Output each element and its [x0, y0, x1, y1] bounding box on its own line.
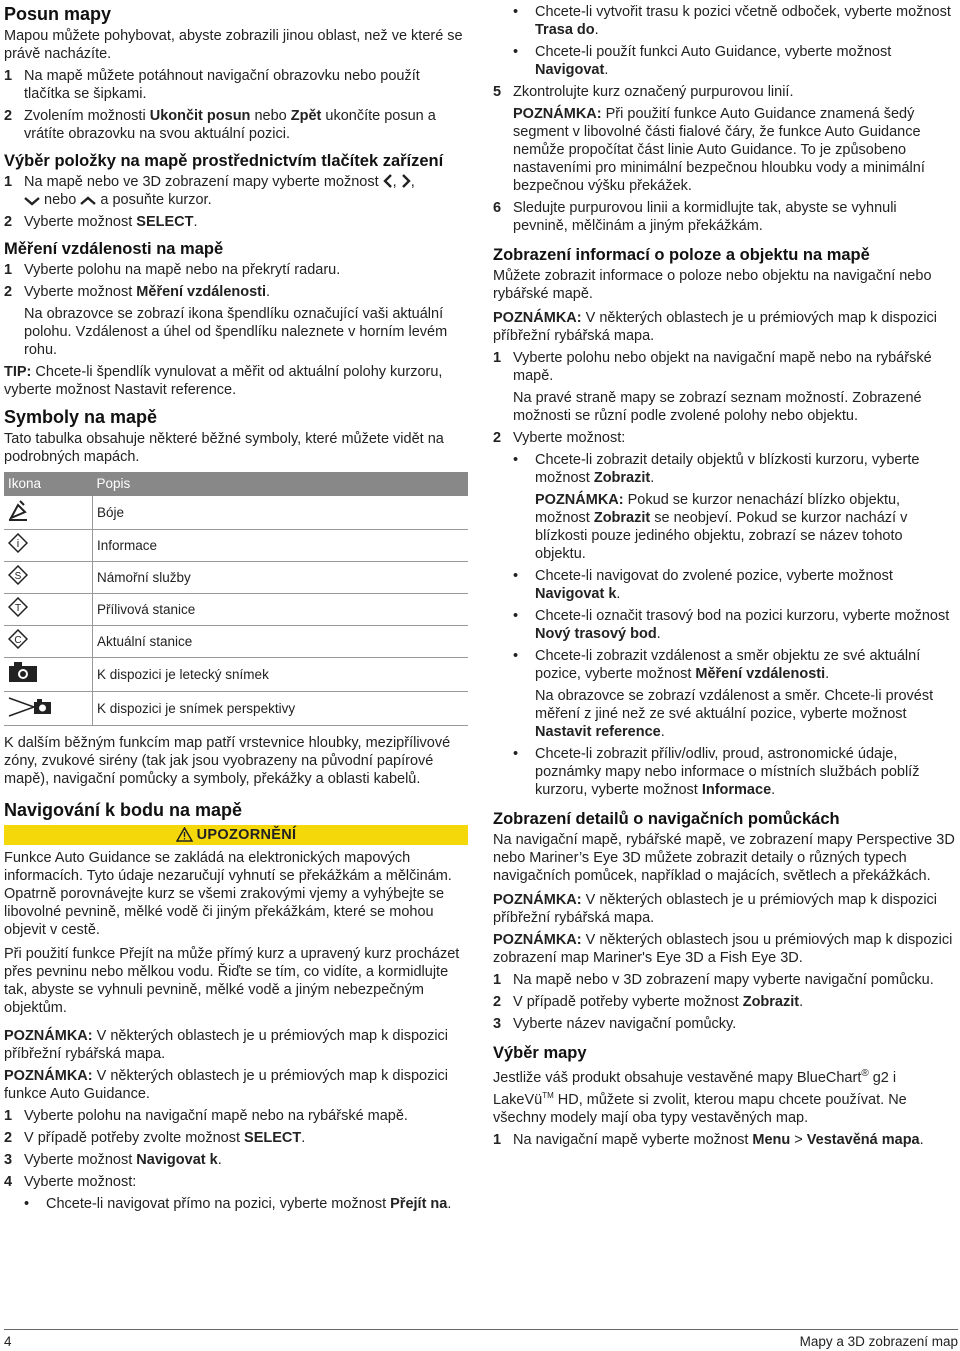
right-column: [493, 0, 955, 1153]
warning-banner: UPOZORNĚNÍ: [4, 825, 468, 845]
note: POZNÁMKA: V některých oblastech jsou u prémiových map k dispozici zobrazení map Mariner's Eye 3D a Fish Eye 3D.: [493, 932, 953, 966]
step: 1 Na mapě nebo ve 3D zobrazení mapy vyberte možnost , , nebo a posuňte kurzor.: [4, 174, 415, 208]
column-header: Ikona: [4, 472, 93, 496]
tide-station-icon: [8, 597, 28, 617]
note: POZNÁMKA: V některých oblastech je u prémiových map k dispozici příbřežní rybářská mapa.: [493, 310, 938, 344]
heading-navigovani: Navigování k bodu na mapě: [4, 800, 243, 820]
heading-zobrazeni-informaci: Zobrazení informací o poloze a objektu na mapě: [493, 246, 870, 264]
bullet-item: • Chcete-li zobrazit příliv/odliv, proud, astronomické údaje, poznámky mapy nebo informace o místních službách poblíž kurzoru, vyberte možnost Informace.: [513, 746, 920, 798]
table-row: [4, 530, 468, 562]
step: 3 Vyberte název navigační pomůcky.: [493, 1016, 737, 1032]
bullet-item: • Chcete-li navigovat do zvolené pozice, vyberte možnost Navigovat k.: [513, 568, 893, 602]
step: 1 Na mapě můžete potáhnout navigační obrazovku nebo použít tlačítka se šipkami.: [4, 68, 420, 102]
step-result: Na obrazovce se zobrazí vzdálenost a směr. Chcete-li provést měření z jiné než ze své aktuální pozice, vyberte možnost Nastavit reference.: [535, 688, 934, 740]
bullet-item: • Chcete-li navigovat přímo na pozici, vyberte možnost Přejít na.: [24, 1196, 452, 1212]
paragraph: K dalším běžným funkcím map patří vrstevnice hloubky, mezipřílivové zóny, zvukové sirény (tak jak jsou vyobrazeny na původní papírové mapě), navigační pomůcky a symboly, překážky a oblasti kabelů.: [4, 735, 451, 787]
paragraph: Tato tabulka obsahuje některé běžné symboly, které můžete vidět na podrobných mapách.: [4, 431, 444, 465]
aerial-photo-icon: [8, 661, 38, 683]
symbol-label: Bóje: [93, 496, 469, 530]
buoy-icon: [8, 499, 28, 521]
heading-vyber-mapy: Výběr mapy: [493, 1044, 587, 1062]
page-footer: [4, 1329, 958, 1349]
table-header-row: [4, 472, 468, 496]
svg-text:i: i: [16, 538, 20, 550]
page-number: 4: [4, 1334, 12, 1349]
step: 2 Vyberte možnost:: [493, 430, 626, 446]
table-row: [4, 658, 468, 692]
step: 1 Na navigační mapě vyberte možnost Menu > Vestavěná mapa.: [493, 1131, 924, 1148]
note: POZNÁMKA: V některých oblastech je u prémiových map k dispozici funkce Auto Guidance.: [4, 1068, 449, 1102]
bullet-item: • Chcete-li zobrazit vzdálenost a směr objektu ze své aktuální pozice, vyberte možnost Měření vzdálenosti.: [513, 648, 921, 682]
current-station-icon: [8, 629, 28, 649]
step-result: Na obrazovce se zobrazí ikona špendlíku označující vaši aktuální polohu. Vzdálenost a úhel od špendlíku naleznete v horním levém rohu.: [24, 306, 448, 358]
step: 1 Vyberte polohu nebo objekt na navigační mapě nebo na rybářské mapě.: [493, 350, 932, 384]
table-row: [4, 692, 468, 726]
warning-text: Při použití funkce Přejít na může přímý kurz a upravený kurz procházet přes pevninu nebo mělkou vodu. Řiďte se tím, co vidíte, a kormidlujte tak, abyste se vyhnuli pevnině, mělké vodě a jiným nebezpečným objektům.: [4, 946, 460, 1016]
symbol-label: K dispozici je letecký snímek: [93, 658, 469, 692]
heading-vyber-polozky: Výběr položky na mapě prostřednictvím tlačítek zařízení: [4, 152, 444, 170]
step: 1 Na mapě nebo v 3D zobrazení mapy vyberte navigační pomůcku.: [493, 972, 934, 988]
step: 2 V případě potřeby vyberte možnost Zobrazit.: [493, 994, 804, 1010]
symbols-table: [4, 472, 468, 726]
arrow-up-icon: [80, 196, 96, 206]
tip: TIP: Chcete-li špendlík vynulovat a měřit od aktuální polohy kurzoru, vyberte možnost Nastavit reference.: [4, 364, 443, 398]
note: POZNÁMKA: V některých oblastech je u prémiových map k dispozici příbřežní rybářská mapa.: [493, 892, 938, 926]
svg-text:S: S: [14, 571, 22, 582]
bullet-item: • Chcete-li použít funkci Auto Guidance, vyberte možnost Navigovat.: [513, 44, 892, 78]
note: POZNÁMKA: Pokud se kurzor nenachází blízko objektu, možnost Zobrazit se neobjeví. Pokud se kurzor nachází v blízkosti pouze jediného objektu, zobrazí se název tohoto objektu.: [535, 492, 908, 562]
step: 1 Vyberte polohu na navigační mapě nebo na rybářské mapě.: [4, 1108, 408, 1124]
bullet-item: • Chcete-li vytvořit trasu k pozici včetně odboček, vyberte možnost Trasa do.: [513, 4, 951, 38]
perspective-photo-icon: [8, 695, 52, 717]
svg-text:T: T: [14, 603, 22, 614]
symbol-label: Námořní služby: [93, 562, 469, 594]
heading-detaily-pomucek: Zobrazení detailů o navigačních pomůckách: [493, 810, 840, 828]
arrow-right-icon: [401, 174, 411, 188]
table-row: [4, 626, 468, 658]
note: POZNÁMKA: Při použití funkce Auto Guidance znamená šedý segment v libovolné části fialové čáry, že funkce Auto Guidance nemůže propočítat část linie Auto Guidance. To je způsobeno nastaveními pro minimální bezpečnou hloubku vody a minimální bezpečnou výšku překážek.: [513, 106, 925, 194]
table-row: [4, 496, 468, 530]
symbol-label: Aktuální stanice: [93, 626, 469, 658]
info-icon: [8, 533, 28, 553]
section-title: Mapy a 3D zobrazení map: [799, 1334, 958, 1349]
arrow-left-icon: [383, 174, 393, 188]
bullet-item: • Chcete-li zobrazit detaily objektů v blízkosti kurzoru, vyberte možnost Zobrazit.: [513, 452, 920, 486]
heading-posun-mapy: Posun mapy: [4, 4, 112, 24]
table-row: [4, 594, 468, 626]
note: POZNÁMKA: V některých oblastech je u prémiových map k dispozici příbřežní rybářská mapa.: [4, 1028, 449, 1062]
step: 5 Zkontrolujte kurz označený purpurovou linií.: [493, 84, 794, 100]
column-header: Popis: [93, 472, 469, 496]
step: 2 Zvolením možnosti Ukončit posun nebo Zpět ukončíte posun a vrátíte obrazovku na svou aktuální pozici.: [4, 108, 436, 142]
step: 3 Vyberte možnost Navigovat k.: [4, 1152, 222, 1168]
left-column: [4, 0, 468, 1217]
heading-mereni-vzdalenosti: Měření vzdálenosti na mapě: [4, 240, 224, 258]
paragraph: Jestliže váš produkt obsahuje vestavěné mapy BlueChart® g2 i LakeVü™ HD, můžete si zvolit, kterou mapu chcete používat. Ne všechny modely mají oba typy vestavěných map.: [493, 1068, 907, 1126]
step: 1 Vyberte polohu na mapě nebo na překrytí radaru.: [4, 262, 341, 278]
symbol-label: Informace: [93, 530, 469, 562]
table-row: [4, 562, 468, 594]
step-result: Na pravé straně mapy se zobrazí seznam možností. Zobrazené možnosti se různí podle zvolené polohy nebo objektu.: [513, 390, 922, 424]
svg-text:C: C: [14, 635, 22, 646]
step: 6 Sledujte purpurovou linii a kormidlujte tak, abyste se vyhnuli pevnině, mělčinám a jiným překážkám.: [493, 200, 897, 234]
warning-icon: [176, 827, 193, 842]
paragraph: Můžete zobrazit informace o poloze nebo objektu na navigační nebo rybářské mapě.: [493, 268, 932, 302]
paragraph: Na navigační mapě, rybářské mapě, ve zobrazení mapy Perspective 3D nebo Mariner’s Eye 3D můžete zobrazit detaily o různých typech navigačních pomůcek, například o majácích, světlech a překážkách.: [493, 832, 955, 884]
warning-text: Funkce Auto Guidance se zakládá na elektronických mapových informacích. Tyto údaje nezaručují vyhnutí se překážkám a mělčinám. Opatrně porovnávejte kurz se všemi zrakovými vjemy a vyhýbejte se libovolné pevnině, mělké vodě či jiným překážkám, které se mohou objevit v cestě.: [4, 850, 452, 938]
arrow-down-icon: [24, 196, 40, 206]
step: 4 Vyberte možnost:: [4, 1174, 137, 1190]
bullet-item: • Chcete-li označit trasový bod na pozici kurzoru, vyberte možnost Nový trasový bod.: [513, 608, 950, 642]
step: 2 Vyberte možnost Měření vzdálenosti.: [4, 284, 271, 300]
marine-services-icon: [8, 565, 28, 585]
step: 2 V případě potřeby zvolte možnost SELECT.: [4, 1130, 306, 1146]
symbol-label: K dispozici je snímek perspektivy: [93, 692, 469, 726]
paragraph: Mapou můžete pohybovat, abyste zobrazili jinou oblast, než ve které se právě nacházíte.: [4, 28, 463, 62]
symbol-label: Přílivová stanice: [93, 594, 469, 626]
step: 2 Vyberte možnost SELECT.: [4, 214, 198, 230]
heading-symboly: Symboly na mapě: [4, 407, 158, 427]
